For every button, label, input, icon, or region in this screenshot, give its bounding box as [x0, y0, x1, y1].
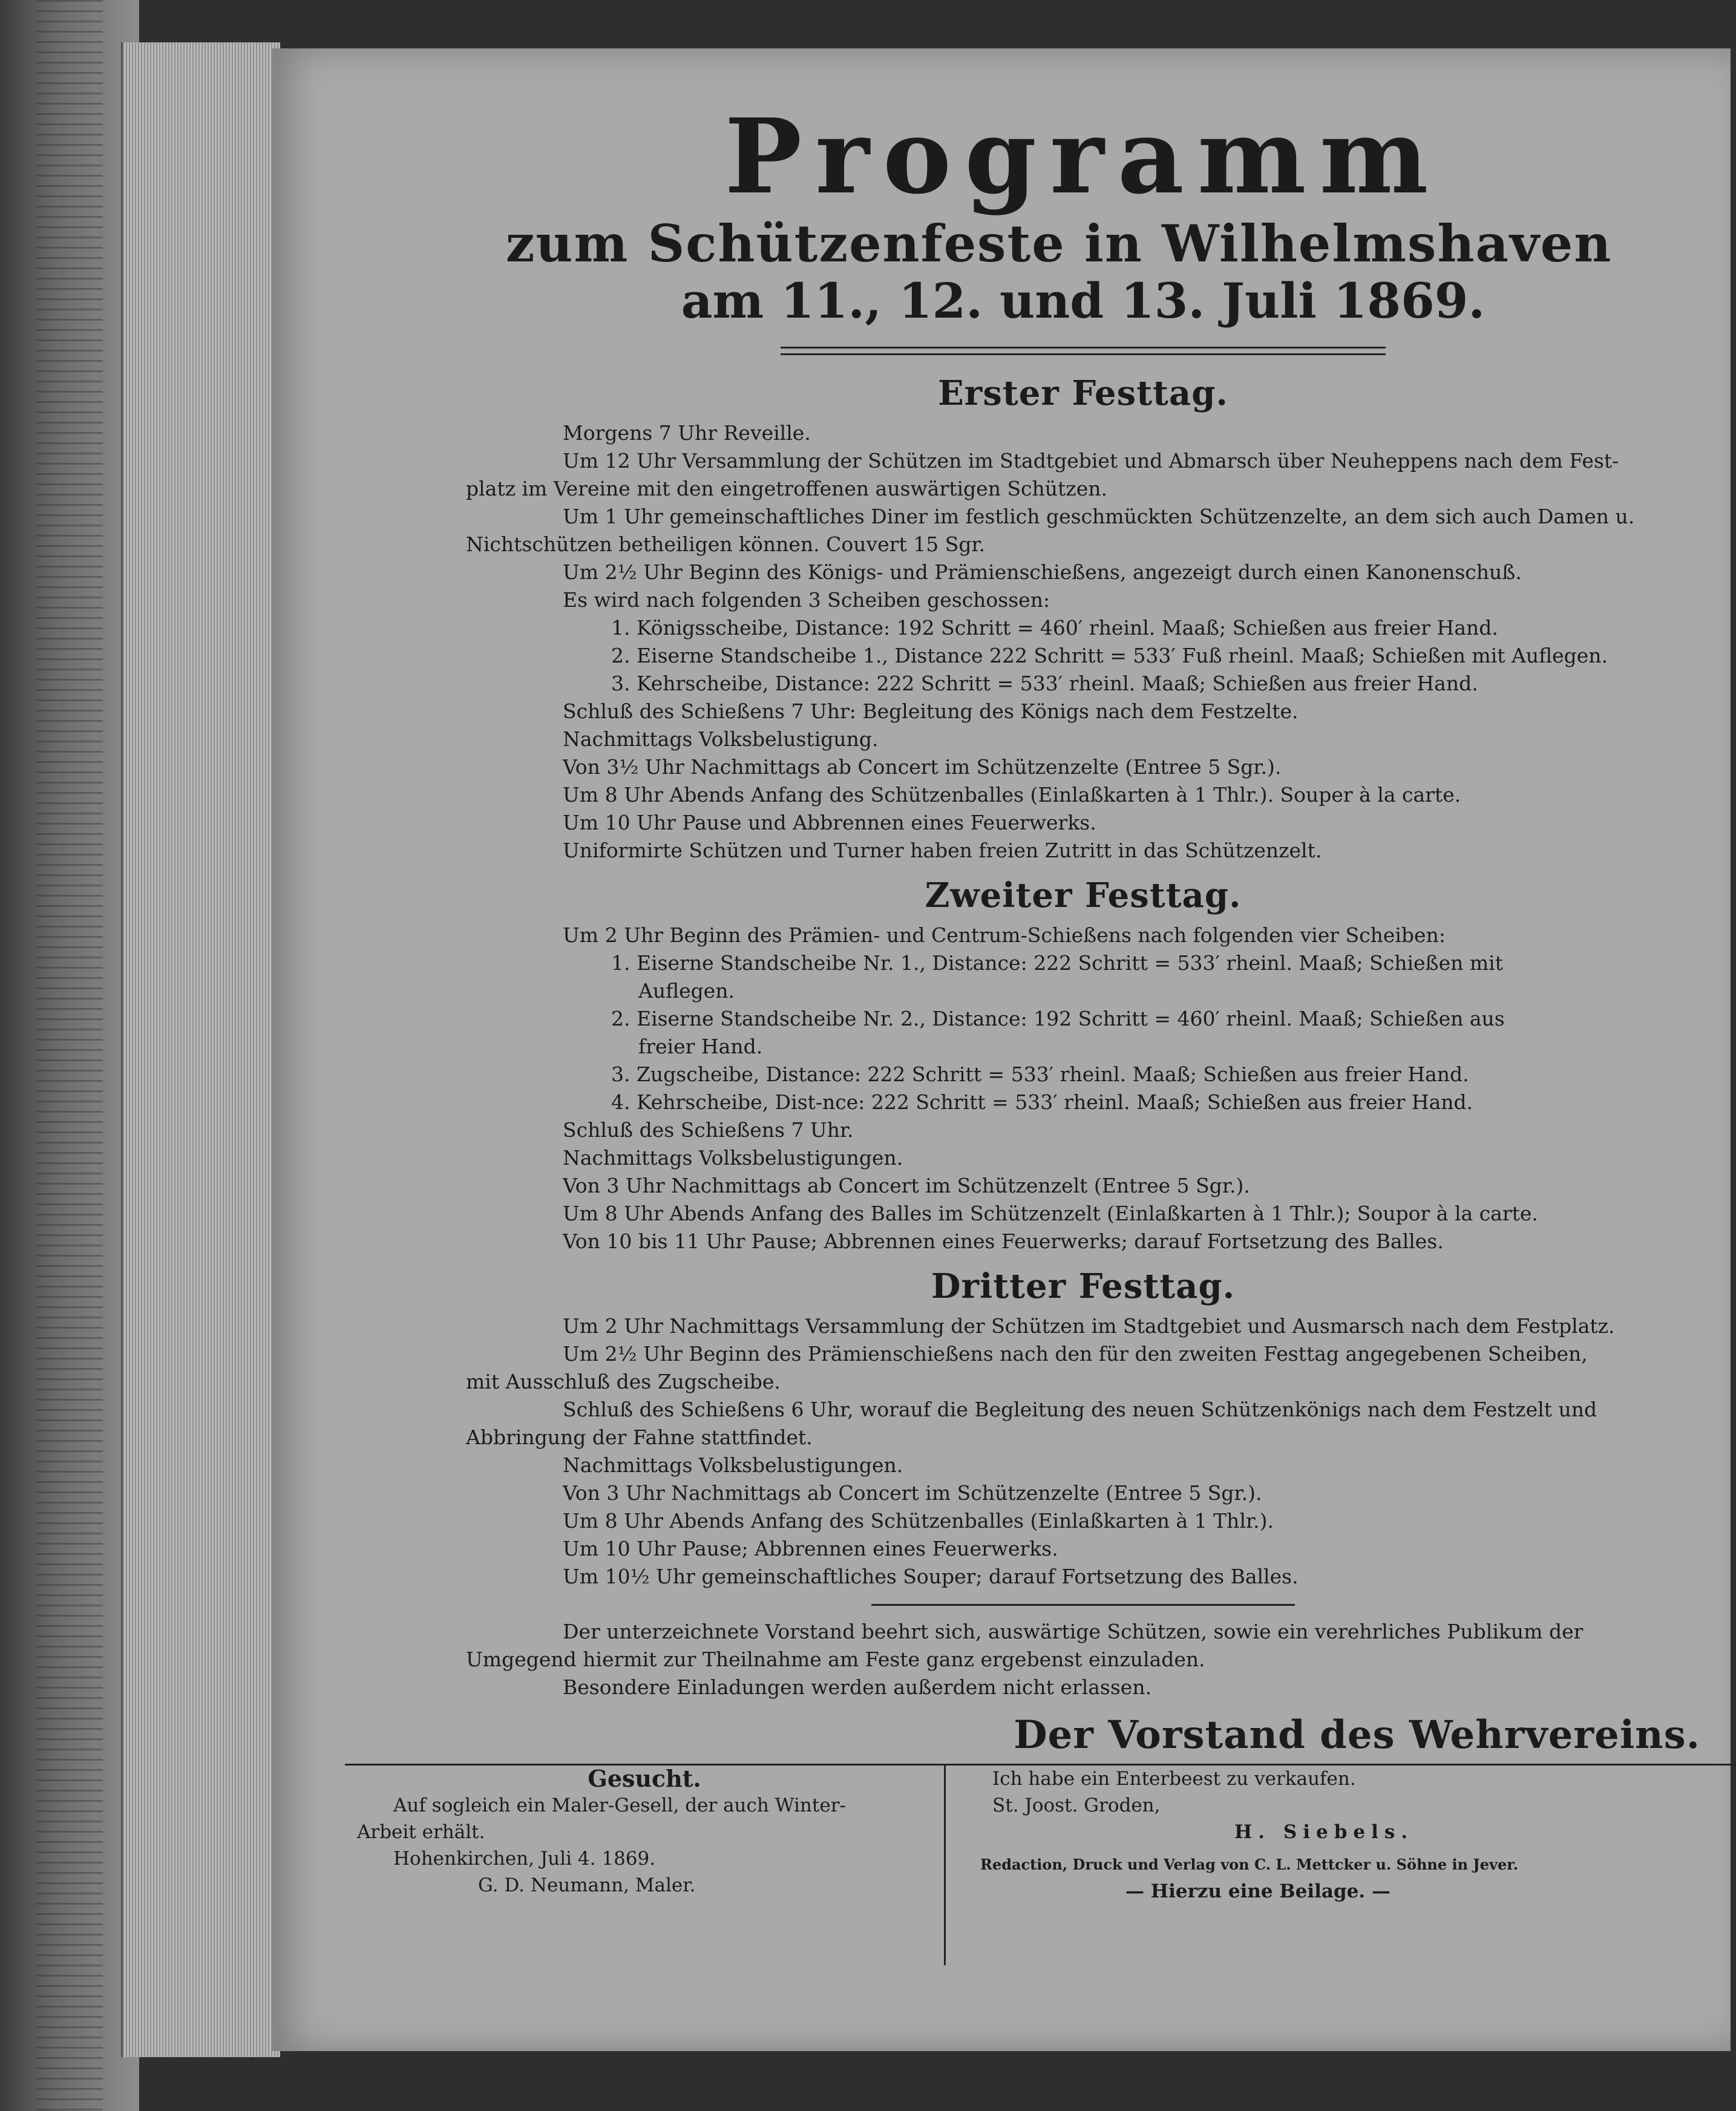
schedule-line: 1. Eiserne Standscheibe Nr. 1., Distance: 222 Schritt = 533′ rheinl. Maaß; Schießen mit — [611, 951, 1503, 975]
festival-days — [466, 373, 1700, 1591]
day-heading: Erster Festtag. — [938, 373, 1228, 414]
invitation-line: Umgegend hiermit zur Theilnahme am Feste ganz ergebenst einzuladen. — [466, 1648, 1205, 1672]
schedule-line: Um 8 Uhr Abends Anfang des Schützenballes (Einlaßkarten à 1 Thlr.). Souper à la carte. — [563, 783, 1461, 807]
schedule-line: Uniformirte Schützen und Turner haben freien Zutritt in das Schützenzelt. — [563, 839, 1322, 863]
ad-sale-place: St. Joost. Groden, — [992, 1795, 1161, 1817]
schedule-line: Um 2 Uhr Nachmittags Versammlung der Schützen im Stadtgebiet und Ausmarsch nach dem Festplatz. — [563, 1314, 1615, 1338]
event-dates: am 11., 12. und 13. Juli 1869. — [681, 272, 1485, 330]
schedule-line: 2. Eiserne Standscheibe 1., Distance 222 Schritt = 533′ Fuß rheinl. Maaß; Schießen mit Auflegen. — [611, 644, 1608, 668]
ad-wanted-line: Arbeit erhält. — [357, 1821, 485, 1844]
schedule-line: Abbringung der Fahne stattfindet. — [466, 1425, 813, 1450]
schedule-line: 3. Zugscheibe, Distance: 222 Schritt = 533′ rheinl. Maaß; Schießen aus freier Hand. — [611, 1062, 1469, 1087]
festival-day-3 — [466, 1266, 1700, 1591]
invitation-line: Besondere Einladungen werden außerdem nicht erlassen. — [563, 1675, 1152, 1700]
schedule-line: Von 3½ Uhr Nachmittags ab Concert im Schützenzelte (Entree 5 Sgr.). — [563, 755, 1282, 779]
title-rule — [781, 347, 1386, 355]
ad-sale-signature: H. Siebels. — [1234, 1821, 1414, 1844]
schedule-line: Um 2½ Uhr Beginn des Prämienschießens nach den für den zweiten Festtag angegebenen Scheiben, — [563, 1342, 1588, 1366]
ad-sale — [980, 1766, 1585, 1905]
day-schedule — [466, 1312, 1700, 1591]
book-binding — [0, 0, 139, 2111]
schedule-line: Um 10 Uhr Pause und Abbrennen eines Feuerwerks. — [563, 811, 1096, 835]
schedule-line: Auflegen. — [638, 979, 735, 1003]
ad-sale-line: Ich habe ein Enterbeest zu verkaufen. — [992, 1768, 1356, 1790]
schedule-line: 4. Kehrscheibe, Dist-nce: 222 Schritt = 533′ rheinl. Maaß; Schießen aus freier Hand. — [611, 1090, 1473, 1114]
schedule-line: Um 8 Uhr Abends Anfang des Balles im Schützenzelt (Einlaßkarten à 1 Thlr.); Soupor à la carte. — [563, 1202, 1538, 1226]
festival-day-1 — [466, 373, 1700, 865]
schedule-line: Um 8 Uhr Abends Anfang des Schützenballes (Einlaßkarten à 1 Thlr.). — [563, 1509, 1274, 1533]
ad-wanted — [357, 1766, 932, 1899]
schedule-line: Um 10½ Uhr gemeinschaftliches Souper; darauf Fortsetzung des Balles. — [563, 1565, 1299, 1589]
schedule-line: Um 2 Uhr Beginn des Prämien- und Centrum-Schießens nach folgenden vier Scheiben: — [563, 923, 1446, 947]
schedule-line: Von 3 Uhr Nachmittags ab Concert im Schützenzelt (Entree 5 Sgr.). — [563, 1174, 1250, 1198]
schedule-line: Von 10 bis 11 Uhr Pause; Abbrennen eines Feuerwerks; darauf Fortsetzung des Balles. — [563, 1229, 1444, 1254]
board-signature: Der Vorstand des Wehrvereins. — [1014, 1712, 1700, 1758]
schedule-line: Um 2½ Uhr Beginn des Königs- und Prämienschießens, angezeigt durch einen Kanonenschuß. — [563, 560, 1522, 584]
schedule-line: Um 10 Uhr Pause; Abbrennen eines Feuerwerks. — [563, 1537, 1058, 1561]
schedule-line: 1. Königsscheibe, Distance: 192 Schritt = 460′ rheinl. Maaß; Schießen aus freier Hand. — [611, 616, 1498, 640]
closing-separator — [871, 1604, 1295, 1606]
schedule-line: freier Hand. — [638, 1035, 763, 1059]
ad-wanted-signature: G. D. Neumann, Maler. — [478, 1874, 696, 1897]
advertisements — [345, 1766, 1736, 1965]
schedule-line: Nachmittags Volksbelustigungen. — [563, 1146, 903, 1170]
schedule-line: Um 1 Uhr gemeinschaftliches Diner im festlich geschmückten Schützenzelte, an dem sich auch Damen u. — [563, 505, 1635, 529]
festival-day-2 — [466, 875, 1700, 1255]
day-schedule — [466, 419, 1700, 865]
printer-imprint: Redaction, Druck und Verlag von C. L. Mettcker u. Söhne in Jever. — [980, 1856, 1519, 1874]
day-schedule — [466, 921, 1700, 1255]
schedule-line: mit Ausschluß des Zugscheibe. — [466, 1370, 781, 1394]
day-heading: Dritter Festtag. — [931, 1266, 1236, 1307]
schedule-line: Um 12 Uhr Versammlung der Schützen im Stadtgebiet und Abmarsch über Neuheppens nach dem Fest- — [563, 449, 1619, 473]
schedule-line: Es wird nach folgenden 3 Scheiben geschossen: — [563, 588, 1050, 612]
invitation-line: Der unterzeichnete Vorstand beehrt sich, auswärtige Schützen, sowie ein verehrliches Publikum der — [563, 1620, 1584, 1644]
schedule-line: Nichtschützen betheiligen können. Couvert 15 Sgr. — [466, 532, 986, 557]
schedule-line: Schluß des Schießens 7 Uhr: Begleitung des Königs nach dem Festzelte. — [563, 699, 1299, 724]
schedule-line: platz im Vereine mit den eingetroffenen auswärtigen Schützen. — [466, 477, 1107, 501]
schedule-line: 2. Eiserne Standscheibe Nr. 2., Distance: 192 Schritt = 460′ rheinl. Maaß; Schießen aus — [611, 1007, 1505, 1031]
schedule-line: 3. Kehrscheibe, Distance: 222 Schritt = 533′ rheinl. Maaß; Schießen aus freier Hand. — [611, 672, 1478, 696]
footer-column-divider — [944, 1766, 946, 1965]
schedule-line: Morgens 7 Uhr Reveille. — [563, 421, 811, 445]
schedule-line: Von 3 Uhr Nachmittags ab Concert im Schützenzelte (Entree 5 Sgr.). — [563, 1481, 1262, 1505]
schedule-line: Nachmittags Volksbelustigungen. — [563, 1453, 903, 1478]
day-heading: Zweiter Festtag. — [925, 875, 1242, 916]
page-title: Programm — [724, 96, 1442, 217]
ad-wanted-heading: Gesucht. — [588, 1765, 701, 1793]
invitation-text — [466, 1618, 1700, 1701]
supplement-note: — Hierzu eine Beilage. — — [1125, 1880, 1390, 1903]
ad-wanted-line: Auf sogleich ein Maler-Gesell, der auch Winter- — [393, 1795, 846, 1817]
schedule-line: Schluß des Schießens 6 Uhr, worauf die Begleitung des neuen Schützenkönigs nach dem Festzelt und — [563, 1398, 1597, 1422]
program-content — [357, 96, 1700, 1965]
schedule-line: Nachmittags Volksbelustigung. — [563, 727, 879, 751]
ad-wanted-place-date: Hohenkirchen, Juli 4. 1869. — [393, 1848, 656, 1870]
schedule-line: Schluß des Schießens 7 Uhr. — [563, 1118, 854, 1142]
page-edges — [121, 42, 280, 2057]
event-subtitle: zum Schützenfeste in Wilhelmshaven — [505, 213, 1613, 273]
